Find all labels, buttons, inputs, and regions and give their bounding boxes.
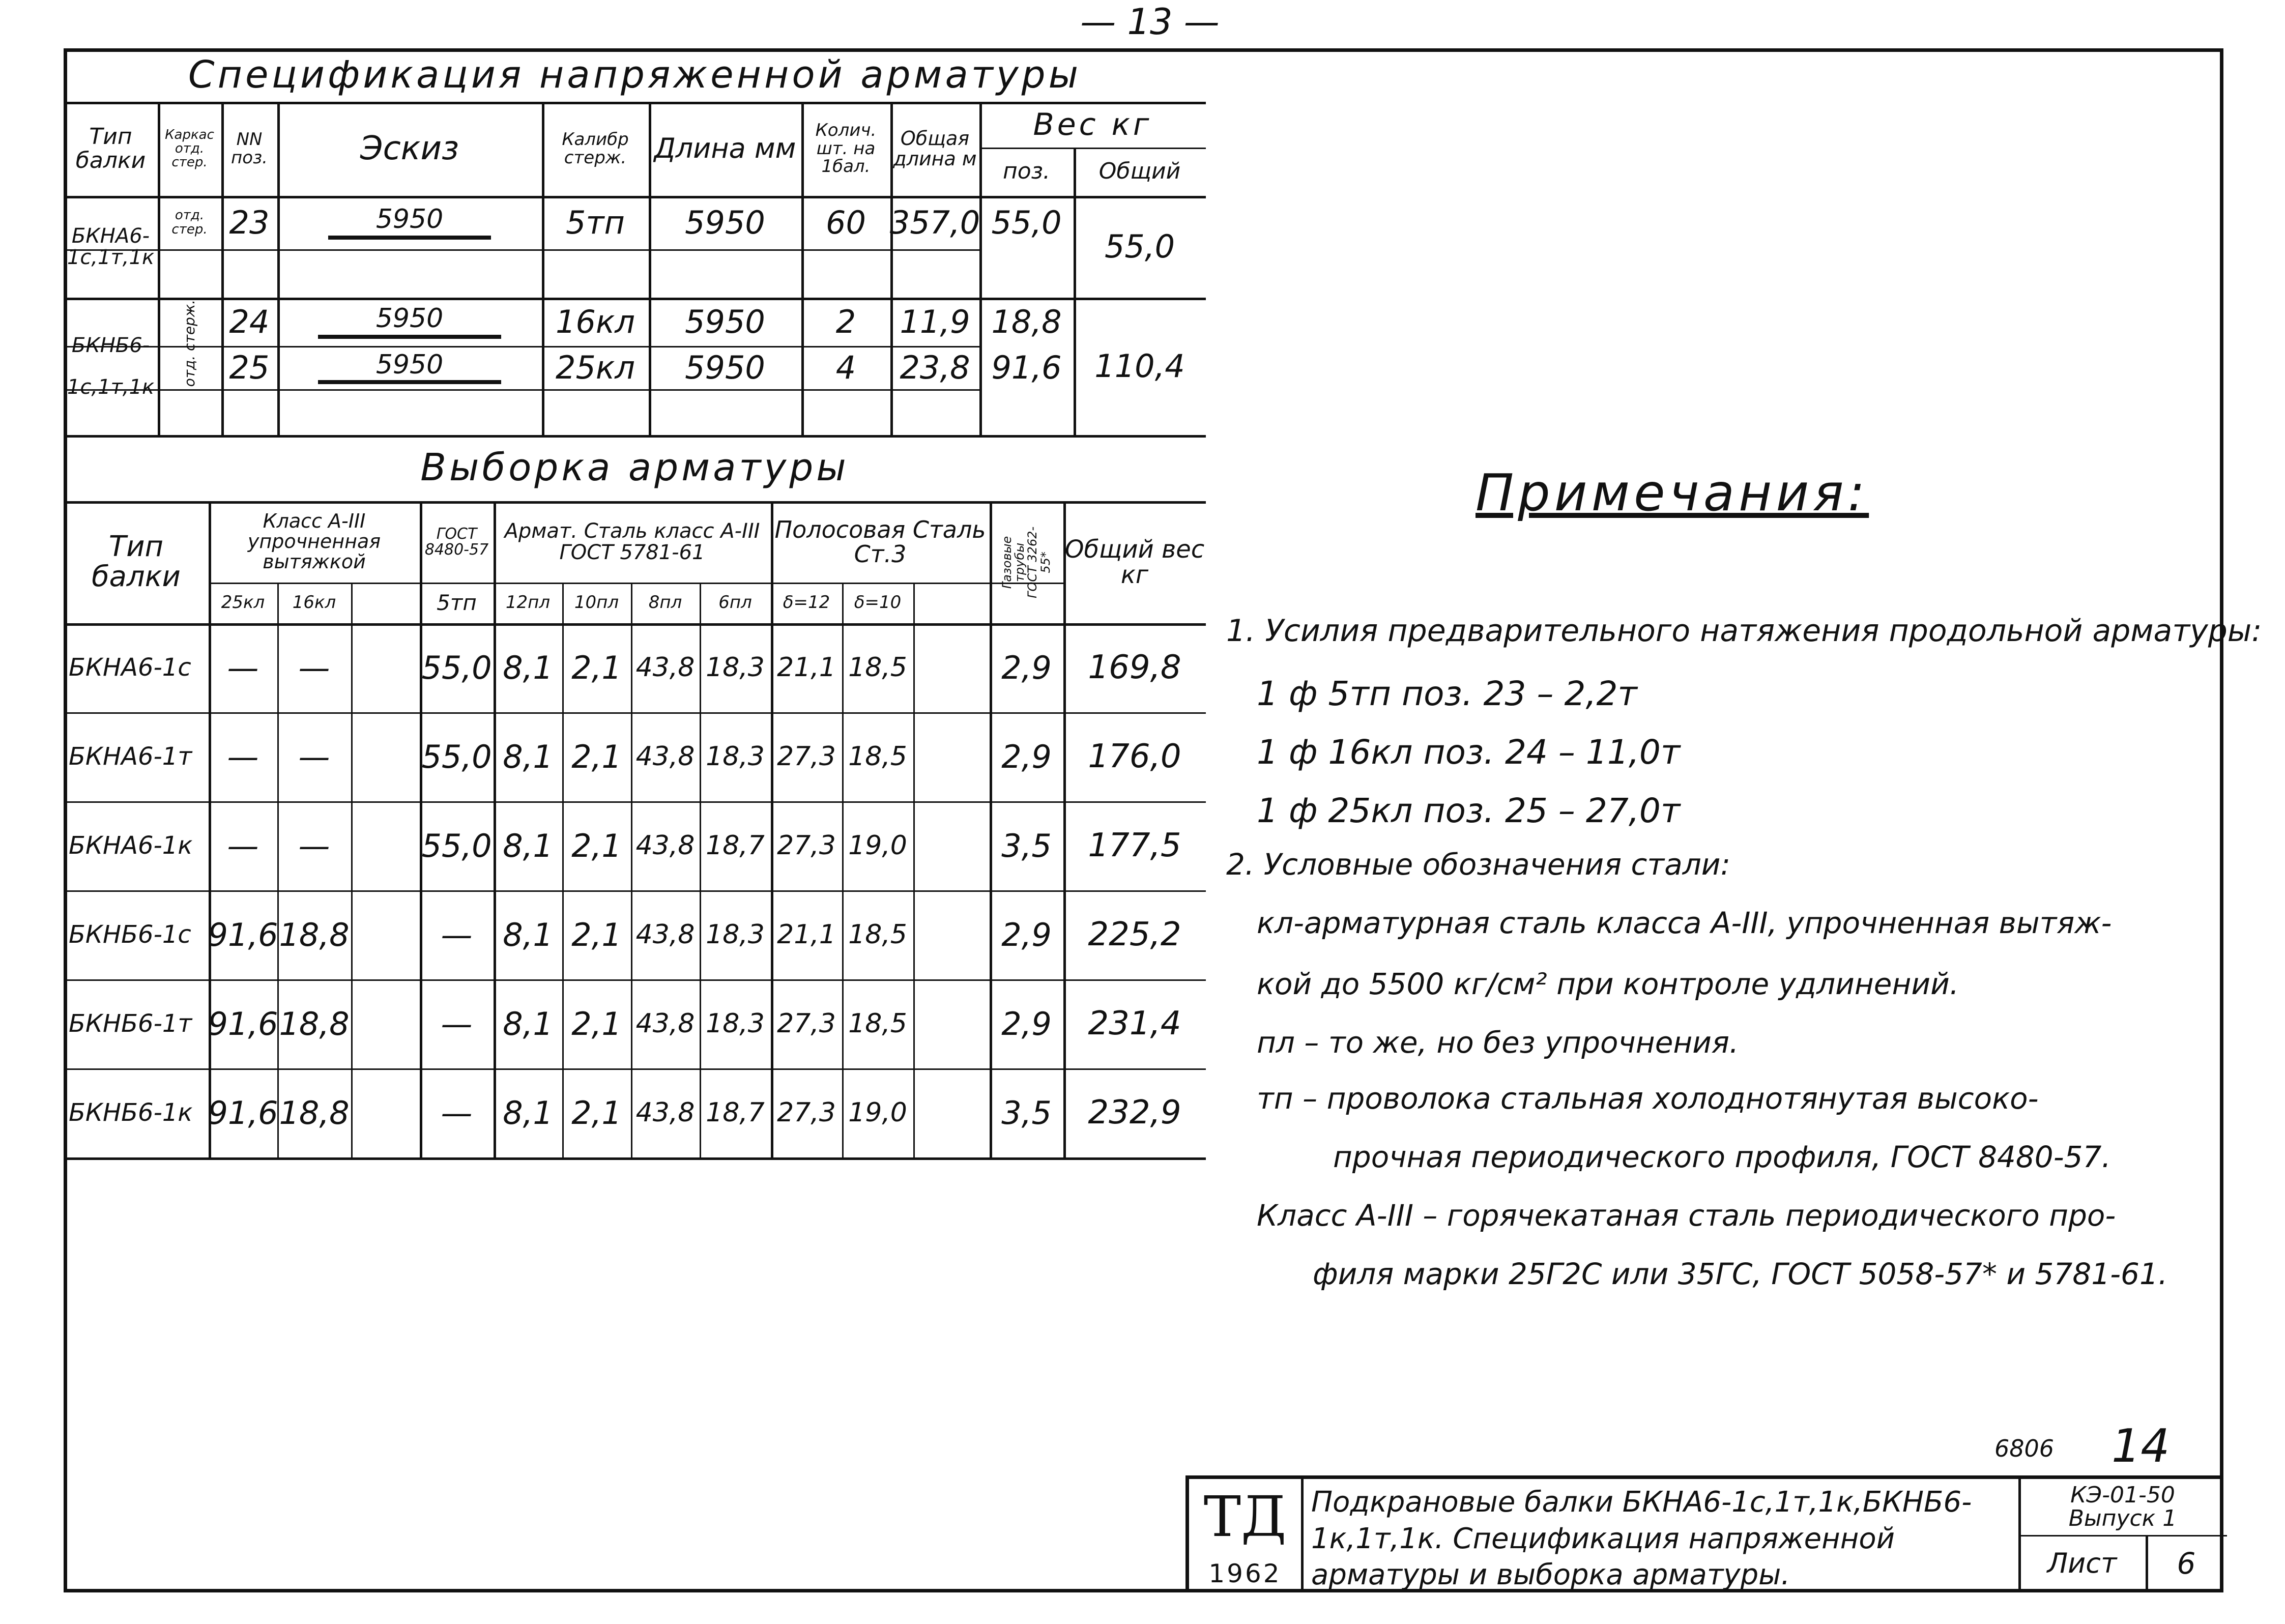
spec-row-count: 4 bbox=[835, 349, 856, 386]
spec-header-pos: NN поз. bbox=[231, 129, 268, 168]
selection-cell-total: 177,5 bbox=[1088, 826, 1181, 864]
selection-cell-type: БКНБ6-1с bbox=[69, 920, 191, 949]
spec-row-sketch bbox=[277, 346, 542, 389]
subheader-6pl: 6пл bbox=[718, 592, 752, 613]
spec-header-frame: Каркас отд. стер. bbox=[165, 127, 214, 170]
spec-row-sketch bbox=[277, 196, 542, 249]
selection-cell-pipes: 2,9 bbox=[1001, 738, 1052, 775]
selection-cell-tp5: — bbox=[441, 1005, 473, 1042]
selection-cell-tp5: — bbox=[441, 1094, 473, 1132]
selection-cell-p8: 43,8 bbox=[635, 830, 695, 861]
selection-cell-p10: 2,1 bbox=[571, 1005, 622, 1042]
selection-header-type: Тип балки bbox=[92, 530, 181, 593]
stamp-series: КЭ-01-50 Выпуск 1 bbox=[2068, 1482, 2177, 1531]
title-block bbox=[1185, 1475, 2223, 1592]
selection-cell-c3 bbox=[351, 623, 420, 712]
stamp-sheet-label: Лист bbox=[2047, 1547, 2117, 1580]
selection-header-strip: Полосовая Сталь Ст.3 bbox=[774, 515, 986, 568]
selection-cell-p12: 8,1 bbox=[503, 738, 553, 775]
selection-cell-c16: — bbox=[298, 649, 330, 686]
spec-header-type: Тип балки bbox=[75, 124, 146, 173]
selection-cell-tp5: — bbox=[441, 916, 473, 953]
selection-cell-c16: 18,8 bbox=[279, 916, 350, 953]
selection-cell-d10: 19,0 bbox=[848, 830, 907, 861]
spec-row-pos: 25 bbox=[229, 349, 270, 386]
selection-cell-p8: 43,8 bbox=[635, 919, 695, 950]
subheader-d12: δ=12 bbox=[783, 592, 830, 613]
subheader-empty bbox=[913, 583, 990, 623]
selection-cell-d12: 27,3 bbox=[777, 1097, 836, 1128]
sketch-dimension: 5950 bbox=[375, 204, 444, 235]
note-line: тп – проволока стальная холоднотянутая высоко- bbox=[1257, 1081, 2039, 1116]
rebar-line-icon bbox=[318, 335, 501, 339]
sketch-dimension: 5950 bbox=[375, 303, 444, 334]
spec-row-caliber: 5тп bbox=[565, 204, 625, 241]
selection-cell-c25: — bbox=[227, 738, 259, 775]
selection-cell-type: БКНА6-1с bbox=[69, 653, 191, 682]
selection-cell-d10: 18,5 bbox=[848, 1008, 907, 1039]
selection-cell-p10: 2,1 bbox=[571, 916, 622, 953]
selection-cell-p6: 18,3 bbox=[706, 919, 765, 950]
selection-cell-total: 232,9 bbox=[1088, 1093, 1181, 1132]
selection-cell-total: 176,0 bbox=[1088, 737, 1181, 775]
note-line: прочная периодического профиля, ГОСТ 8480-57. bbox=[1333, 1140, 2111, 1174]
selection-cell-p6: 18,3 bbox=[706, 741, 765, 772]
selection-cell-c25: 91,6 bbox=[208, 1005, 278, 1042]
selection-cell-type: БКНА6-1т bbox=[69, 742, 192, 771]
selection-cell-c3 bbox=[351, 712, 420, 801]
selection-cell-p12: 8,1 bbox=[503, 1094, 553, 1132]
selection-cell-p8: 43,8 bbox=[635, 1008, 695, 1039]
spec-row-total-length: 23,8 bbox=[900, 349, 970, 386]
note-line: 1 ф 16кл поз. 24 – 11,0т bbox=[1257, 733, 1681, 772]
spec-header-sketch: Эскиз bbox=[360, 129, 459, 167]
selection-cell-tp5: 55,0 bbox=[421, 649, 492, 686]
stamp-code: 6806 bbox=[1994, 1435, 2055, 1462]
selection-cell-c3 bbox=[351, 890, 420, 979]
selection-cell-p6: 18,7 bbox=[706, 830, 765, 861]
selection-cell-total: 225,2 bbox=[1088, 915, 1181, 953]
selection-cell-p12: 8,1 bbox=[503, 916, 553, 953]
selection-cell-p10: 2,1 bbox=[571, 738, 622, 775]
note-line: 1 ф 5тп поз. 23 – 2,2т bbox=[1257, 674, 1637, 713]
selection-cell-pipes: 3,5 bbox=[1001, 1094, 1052, 1132]
note-line: 1. Усилия предварительного натяжения продольной арматуры: bbox=[1226, 613, 2262, 649]
selection-cell-c25: 91,6 bbox=[208, 916, 278, 953]
selection-header-pipes: Газовые трубы ГОСТ 3262-55* bbox=[1000, 526, 1053, 598]
spec-row-total-length: 357,0 bbox=[889, 204, 980, 241]
stamp-year: 1962 bbox=[1208, 1559, 1282, 1589]
selection-cell-c16: — bbox=[298, 827, 330, 864]
selection-cell-pipes: 2,9 bbox=[1001, 1005, 1052, 1042]
selection-cell-c25: 91,6 bbox=[208, 1094, 278, 1132]
selection-cell-e bbox=[913, 1068, 990, 1157]
selection-cell-d12: 27,3 bbox=[777, 1008, 836, 1039]
selection-header-total: Общий вес кг bbox=[1064, 535, 1205, 589]
selection-cell-p8: 43,8 bbox=[635, 741, 695, 772]
selection-cell-d10: 18,5 bbox=[848, 741, 907, 772]
selection-cell-c25: — bbox=[227, 649, 259, 686]
spec-group-frame: отд. стер. bbox=[171, 208, 208, 237]
selection-cell-c3 bbox=[351, 801, 420, 890]
selection-header-class-a3: Класс А-III упрочненная вытяжкой bbox=[247, 510, 381, 573]
selection-cell-total: 231,4 bbox=[1088, 1004, 1181, 1042]
logo: ТД bbox=[1203, 1484, 1287, 1550]
spec-header-length: Длина мм bbox=[654, 132, 796, 165]
note-line: Класс А-III – горячекатаная сталь периодического про- bbox=[1257, 1198, 2116, 1233]
selection-cell-tp5: 55,0 bbox=[421, 827, 492, 864]
spec-group-type: БКНА6- 1с,1т,1к bbox=[67, 224, 155, 269]
selection-cell-p8: 43,8 bbox=[635, 1097, 695, 1128]
spec-row-count: 2 bbox=[835, 303, 856, 340]
stamp-sheet-handwritten: 14 bbox=[2112, 1419, 2170, 1473]
spec-row-sketch bbox=[277, 298, 542, 346]
selection-cell-c16: — bbox=[298, 738, 330, 775]
note-line: филя марки 25Г2С или 35ГС, ГОСТ 5058-57* и 5781-61. bbox=[1313, 1257, 2168, 1291]
selection-cell-p6: 18,7 bbox=[706, 1097, 765, 1128]
selection-cell-p12: 8,1 bbox=[503, 1005, 553, 1042]
note-line: 2. Условные обозначения стали: bbox=[1226, 847, 1731, 882]
page-number-top: — 13 — bbox=[1080, 1, 1220, 43]
selection-header-gost: ГОСТ 8480-57 bbox=[424, 525, 489, 559]
spec-group-total-weight: 110,4 bbox=[1094, 347, 1185, 385]
spec-row-weight: 91,6 bbox=[991, 349, 1062, 386]
selection-cell-d12: 27,3 bbox=[777, 830, 836, 861]
selection-cell-d10: 19,0 bbox=[848, 1097, 907, 1128]
note-line: кой до 5500 кг/см² при контроле удлинений. bbox=[1257, 967, 1959, 1001]
selection-cell-p6: 18,3 bbox=[706, 1008, 765, 1039]
selection-cell-type: БКНБ6-1к bbox=[69, 1098, 193, 1127]
selection-cell-d12: 21,1 bbox=[777, 652, 836, 683]
spec-header-weight-pos: поз. bbox=[1002, 158, 1051, 185]
spec-row-caliber: 25кл bbox=[556, 349, 635, 386]
spec-row-weight: 18,8 bbox=[991, 303, 1062, 340]
selection-cell-d10: 18,5 bbox=[848, 652, 907, 683]
subheader-8pl: 8пл bbox=[648, 592, 682, 613]
subheader-12pl: 12пл bbox=[505, 592, 551, 613]
spec-table bbox=[64, 48, 1206, 440]
selection-cell-c3 bbox=[351, 1068, 420, 1157]
selection-cell-c16: 18,8 bbox=[279, 1094, 350, 1132]
spec-header-weight: Вес кг bbox=[1033, 106, 1152, 142]
selection-cell-c3 bbox=[351, 979, 420, 1068]
selection-title: Выборка арматуры bbox=[420, 446, 849, 490]
spec-row-length: 5950 bbox=[685, 349, 765, 386]
selection-cell-d12: 21,1 bbox=[777, 919, 836, 950]
selection-cell-e bbox=[913, 801, 990, 890]
selection-cell-e bbox=[913, 712, 990, 801]
spec-row-length: 5950 bbox=[685, 303, 765, 340]
spec-row-pos: 23 bbox=[229, 204, 270, 241]
subheader-d10: δ=10 bbox=[854, 592, 902, 613]
subheader-25kl: 25кл bbox=[221, 592, 265, 613]
selection-cell-p12: 8,1 bbox=[503, 649, 553, 686]
spec-row-total-length: 11,9 bbox=[900, 303, 970, 340]
note-line: кл-арматурная сталь класса А-III, упрочненная вытяж- bbox=[1257, 906, 2112, 940]
selection-cell-c25: — bbox=[227, 827, 259, 864]
selection-cell-e bbox=[913, 979, 990, 1068]
selection-table bbox=[64, 435, 1206, 1188]
spec-row-pos: 24 bbox=[229, 303, 270, 340]
spec-title: Спецификация напряженной арматуры bbox=[188, 52, 1082, 97]
subheader-5tp: 5тп bbox=[437, 590, 477, 615]
selection-cell-pipes: 3,5 bbox=[1001, 827, 1052, 864]
stamp-sheet-number: 6 bbox=[2177, 1546, 2196, 1581]
subheader-16kl: 16кл bbox=[292, 592, 336, 613]
selection-cell-d12: 27,3 bbox=[777, 741, 836, 772]
spec-group-total-weight: 55,0 bbox=[1104, 228, 1175, 266]
selection-cell-d10: 18,5 bbox=[848, 919, 907, 950]
selection-cell-e bbox=[913, 890, 990, 979]
selection-cell-p8: 43,8 bbox=[635, 652, 695, 683]
selection-cell-pipes: 2,9 bbox=[1001, 916, 1052, 953]
selection-cell-e bbox=[913, 623, 990, 712]
spec-row-count: 60 bbox=[826, 204, 866, 241]
notes-title: Примечания: bbox=[1476, 463, 1869, 523]
selection-cell-p6: 18,3 bbox=[706, 652, 765, 683]
sketch-dimension: 5950 bbox=[375, 350, 444, 381]
selection-cell-p12: 8,1 bbox=[503, 827, 553, 864]
selection-cell-type: БКНА6-1к bbox=[69, 831, 193, 860]
note-line: 1 ф 25кл поз. 25 – 27,0т bbox=[1257, 791, 1681, 830]
subheader-empty bbox=[351, 583, 420, 623]
spec-header-count: Колич. шт. на 1бал. bbox=[815, 120, 877, 177]
spec-header-caliber: Калибр стерж. bbox=[562, 129, 629, 168]
spec-row-weight: 55,0 bbox=[991, 204, 1062, 241]
selection-cell-p10: 2,1 bbox=[571, 649, 622, 686]
spec-header-total-length: Общая длина м bbox=[893, 127, 977, 170]
selection-cell-pipes: 2,9 bbox=[1001, 649, 1052, 686]
spec-row-length: 5950 bbox=[685, 204, 765, 241]
selection-cell-c16: 18,8 bbox=[279, 1005, 350, 1042]
subheader-10pl: 10пл bbox=[574, 592, 619, 613]
selection-cell-type: БКНБ6-1т bbox=[69, 1009, 192, 1038]
spec-header-weight-total: Общий bbox=[1098, 158, 1181, 185]
rebar-line-icon bbox=[328, 236, 491, 240]
spec-group-frame: отд. стерж. bbox=[181, 300, 198, 387]
rebar-line-icon bbox=[318, 380, 501, 384]
selection-cell-total: 169,8 bbox=[1088, 648, 1181, 686]
selection-cell-p10: 2,1 bbox=[571, 1094, 622, 1132]
stamp-description: Подкрановые балки БКНА6-1с,1т,1к,БКНБ6- 1к,1т,1к. Спецификация напряженной арматуры и выборка арматуры. bbox=[1311, 1486, 1972, 1592]
note-line: пл – то же, но без упрочнения. bbox=[1257, 1025, 1739, 1060]
selection-header-steel: Армат. Сталь класс А-III ГОСТ 5781-61 bbox=[504, 519, 760, 564]
spec-group-type: БКНБ6- 1с,1т,1к bbox=[67, 334, 155, 399]
spec-row-caliber: 16кл bbox=[556, 303, 635, 340]
selection-cell-p10: 2,1 bbox=[571, 827, 622, 864]
selection-cell-tp5: 55,0 bbox=[421, 738, 492, 775]
